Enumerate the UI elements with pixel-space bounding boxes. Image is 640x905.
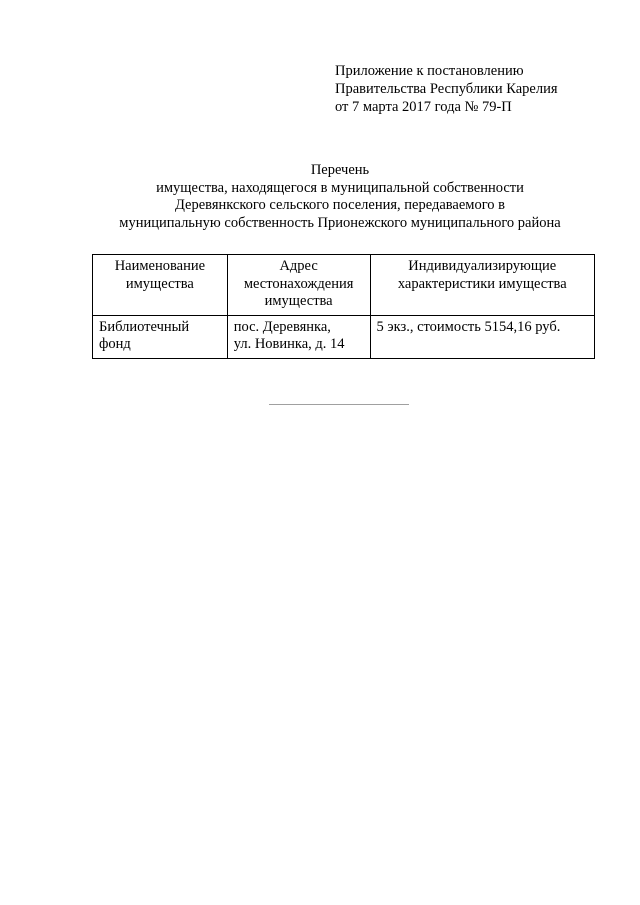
header-address [227, 255, 370, 316]
closing-divider [269, 404, 409, 405]
table-header [93, 255, 595, 316]
property-table [92, 254, 595, 359]
header-text: характеристики имущества [397, 275, 567, 292]
cell-characteristics [370, 315, 594, 358]
appendix-line: Приложение к постановлению [335, 63, 524, 79]
header-text: Наименование [114, 258, 206, 274]
title-line: Деревянкского сельского поселения, передаваемого в [174, 197, 506, 213]
header-row [93, 255, 595, 316]
cell-text: Библиотечный [99, 318, 190, 335]
cell-address [227, 315, 370, 358]
cell-text: 5 экз., стоимость 5154,16 руб. [376, 318, 561, 335]
header-name [93, 255, 228, 316]
header-text: имущества [264, 293, 333, 309]
title-line: Перечень [310, 162, 370, 178]
header-characteristics [370, 255, 594, 316]
header-text: местонахождения [243, 275, 354, 292]
cell-text: фонд [99, 336, 131, 352]
header-text: Индивидуализирующие [408, 258, 557, 274]
document-title [0, 162, 640, 232]
cell-text: пос. Деревянка, [233, 318, 331, 335]
appendix-line: от 7 марта 2017 года № 79-П [335, 99, 512, 115]
appendix-note [335, 62, 558, 116]
header-text: Адрес [279, 258, 318, 274]
appendix-line: Правительства Республики Карелия [335, 81, 558, 97]
cell-text: ул. Новинка, д. 14 [233, 336, 345, 352]
cell-name [93, 315, 228, 358]
title-line: муниципальную собственность Прионежского муниципального района [119, 214, 561, 231]
title-line: имущества, находящегося в муниципальной собственности [156, 179, 524, 196]
header-text: имущества [125, 275, 194, 292]
table-row [93, 315, 595, 358]
